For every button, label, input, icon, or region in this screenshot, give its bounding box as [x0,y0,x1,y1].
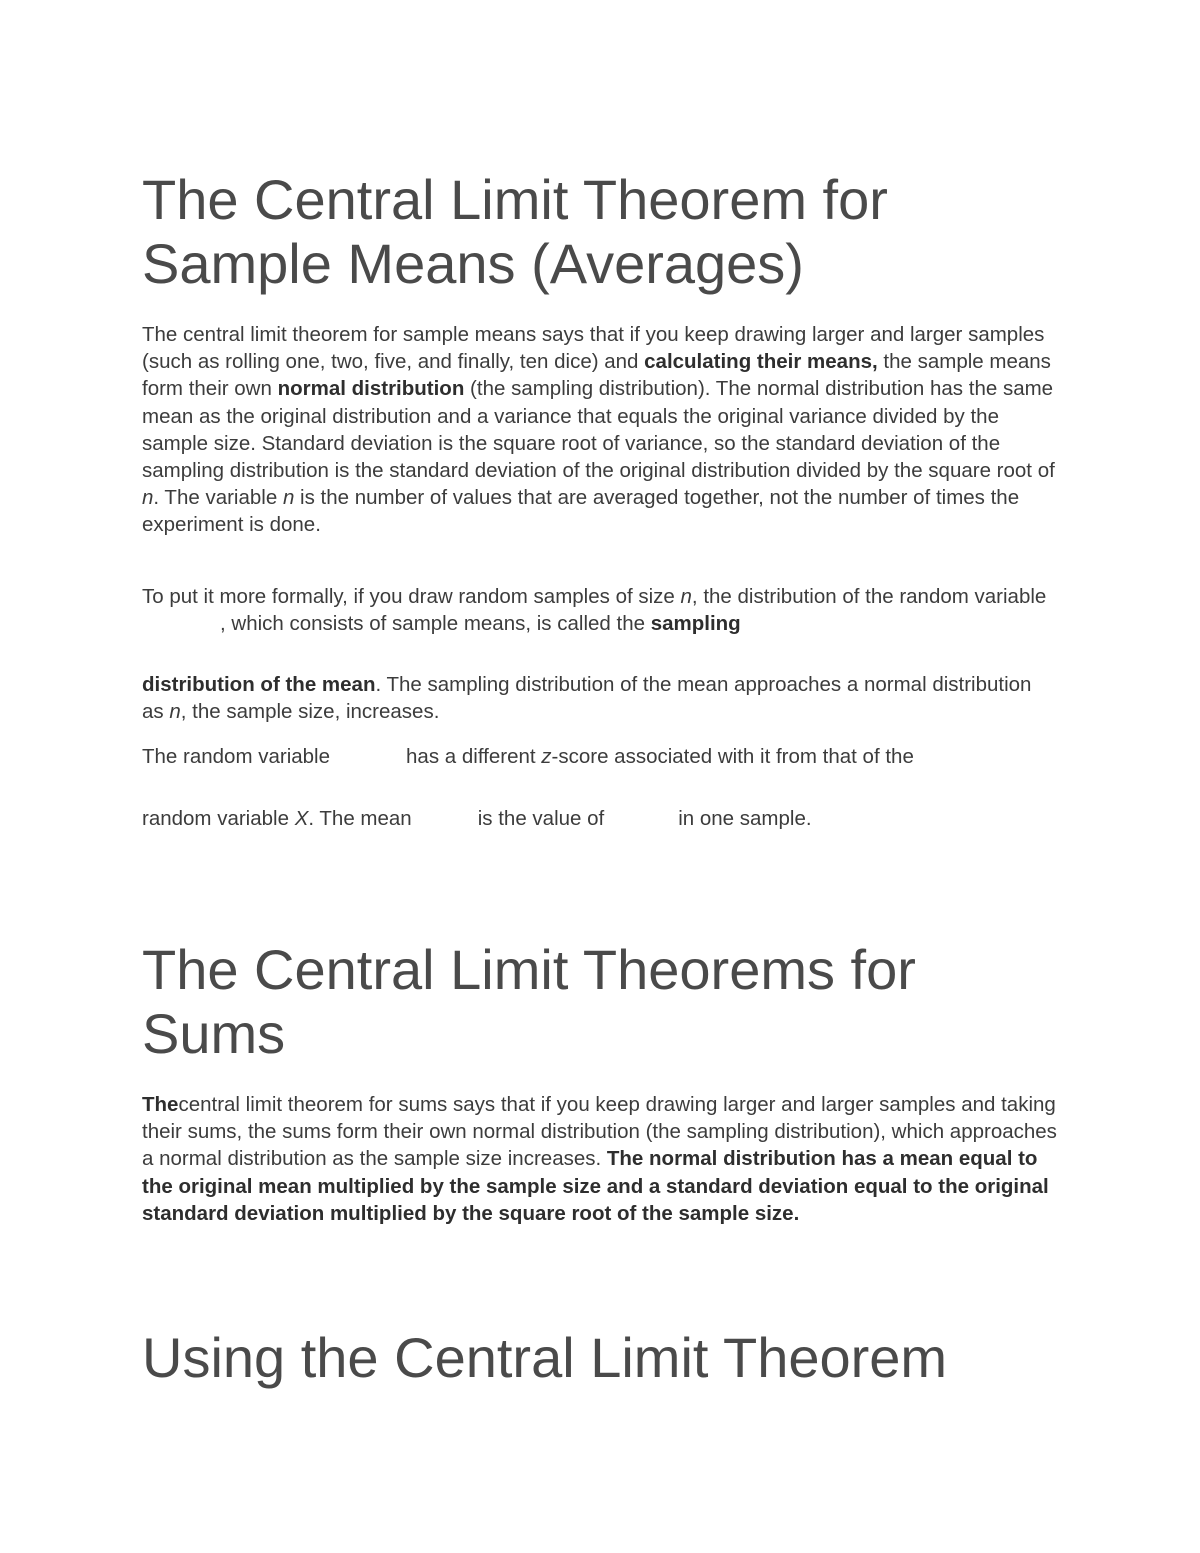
text-run: -score associated with it from that of the [551,745,914,768]
italic-variable: n [169,700,181,724]
paragraph-formal-statement [142,583,1057,637]
bold-run: distribution of the mean [142,673,376,696]
text-run: in one sample. [678,807,812,830]
bold-run: calculating their means, [644,350,878,374]
bold-run: The normal distribution has a mean equal to the original mean multiplied by the sample size and a standard deviation equal to the original standard deviation multiplied by the square root of the sample size. [142,1147,1049,1225]
paragraph-sampling-distribution [142,671,1057,725]
paragraph-random-variable-z [142,743,1057,770]
italic-variable: n [282,486,295,510]
text-run: , which consists of sample means, is called the [220,612,651,636]
text-run: , the sample size, increases. [180,700,440,724]
italic-variable: n [142,486,154,510]
section-heading-sample-means: The Central Limit Theorem for Sample Means (Averages) [142,168,888,295]
text-run: , the distribution of the random variable [691,585,1047,608]
bold-run: normal distribution [277,377,465,401]
text-run: . The mean [308,807,412,830]
paragraph-clt-sums-definition [142,1091,1057,1227]
text-run: (the sampling distribution). The normal distribution has the same mean as the original distribution and a variance that equals the original variance divided by the sample size. Standard deviation is the square root of variance, so the standard deviation of the sampling distribution is the standard deviation of the original distribution divided by the square root of [142,377,1055,483]
italic-variable: z [541,745,552,768]
text-run: is the number of values that are averaged together, not the number of times the experiment is done. [142,486,1020,537]
text-run: the sample means form their own [142,350,1051,401]
bold-run: sampling [650,612,741,636]
text-run: . The variable [153,486,283,510]
text-run: is the value of [477,807,605,830]
section-heading-sums: The Central Limit Theorems for Sums [142,938,916,1065]
paragraph-mean-value [142,805,1057,832]
text-run: The central limit theorem for sample means says that if you keep drawing larger and larger samples (such as rolling one, two, five, and finally, ten dice) and [142,323,1045,374]
text-run: central limit theorem for sums says that if you keep drawing larger and larger samples and taking their sums, the sums form their own normal distribution (the sampling distribution), which approaches a normal distribution as the sample size increases. [142,1093,1057,1171]
text-run: The random variable [142,745,331,768]
paragraph-clt-means-definition [142,321,1057,539]
text-run: has a different [406,745,542,768]
text-run: random variable [142,807,295,830]
italic-variable: n [680,585,692,608]
text-run: . The sampling distribution of the mean approaches a normal distribution as [142,673,1032,724]
text-run: To put it more formally, if you draw random samples of size [142,585,681,608]
bold-run: The [142,1093,179,1116]
section-heading-using-clt: Using the Central Limit Theorem [142,1326,948,1389]
italic-variable: X [294,807,309,830]
